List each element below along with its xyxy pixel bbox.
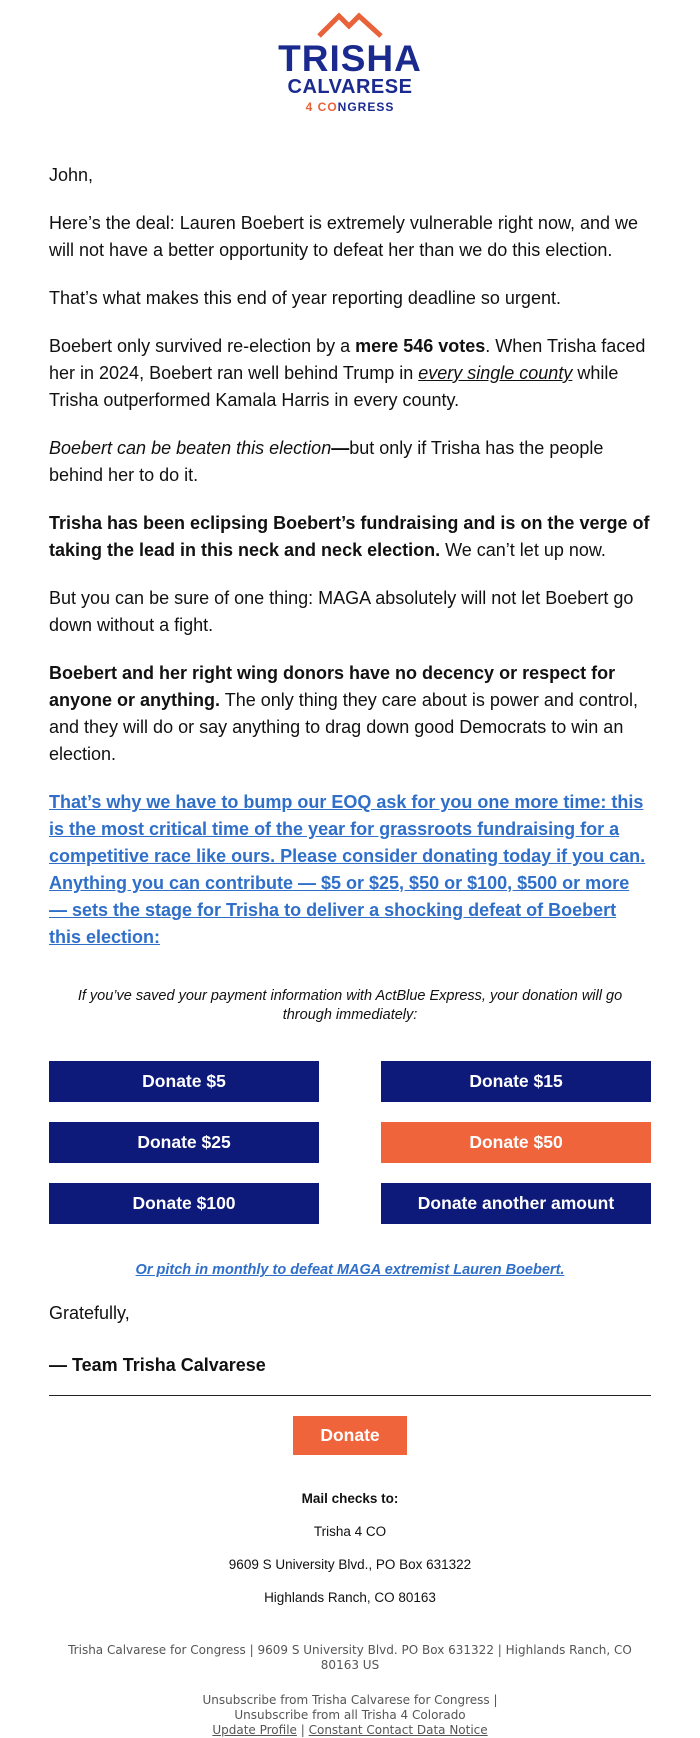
footer-link-separator: | <box>296 1723 309 1737</box>
signoff: Gratefully, <box>49 1303 130 1323</box>
p3-bold: mere 546 votes <box>355 336 486 356</box>
donate-100-button[interactable]: Donate $100 <box>49 1183 319 1224</box>
donate-50-button[interactable]: Donate $50 <box>381 1122 651 1163</box>
mail-line-3: Highlands Ranch, CO 80163 <box>264 1590 436 1605</box>
signature: — Team Trisha Calvarese <box>49 1355 266 1375</box>
logo-subtitle <box>49 100 651 114</box>
actblue-note: If you’ve saved your payment information with ActBlue Express, your donation will go through immediately: <box>77 988 623 1023</box>
legal-address: Trisha Calvarese for Congress | 9609 S University Blvd. PO Box 631322 | Highlands Ranch, CO 80163 US <box>68 1643 632 1672</box>
p3-text-b: . When Trisha faced her in 2024, Boebert ran well behind Trump in <box>49 336 646 383</box>
unsubscribe-campaign-link[interactable]: Unsubscribe from Trisha Calvarese for Congress | <box>202 1693 498 1707</box>
donate-5-button[interactable]: Donate $5 <box>49 1061 319 1102</box>
p5-rest: We can’t let up now. <box>440 540 606 560</box>
p4-italic: Boebert can be beaten this election <box>49 438 332 458</box>
paragraph-5 <box>49 510 651 564</box>
logo-subtitle-prefix: 4 <box>305 100 318 114</box>
mail-checks-block <box>49 1491 651 1623</box>
p3-italic-underline: every single county <box>418 363 573 383</box>
email-body <box>49 162 651 951</box>
p7-bold: Boebert and her right wing donors have no decency or respect for anyone or anything. <box>49 663 616 710</box>
eoq-ask-link[interactable]: That’s why we have to bump our EOQ ask for you one more time: this is the most critical time of the year for grassroots fundraising for a competitive race like ours. Please consider donating today if you can. Anything you can contribute — $5 or $25, $50 or $100, $500 or more — sets the stage for Trisha to deliver a shocking defeat of Boebert this election: <box>49 792 646 947</box>
p3-text-c: while Trisha outperformed Kamala Harris in every county. <box>49 363 619 410</box>
paragraph-6: But you can be sure of one thing: MAGA absolutely will not let Boebert go down without a fight. <box>49 588 634 635</box>
mail-line-1: Trisha 4 CO <box>313 1524 387 1539</box>
donate-button-grid <box>49 1061 651 1224</box>
mail-line-2: 9609 S University Blvd., PO Box 631322 <box>228 1557 472 1572</box>
p3-text-a: Boebert only survived re-election by a <box>49 336 356 356</box>
footer-donate-button[interactable]: Donate <box>293 1416 407 1455</box>
logo-subtitle-suffix: NGRESS <box>337 100 395 114</box>
update-profile-link[interactable]: Update Profile <box>212 1723 297 1737</box>
paragraph-ask <box>49 789 651 951</box>
greeting: John, <box>49 165 94 185</box>
logo-subtitle-co: CO <box>317 100 338 114</box>
paragraph-1: Here’s the deal: Lauren Boebert is extremely vulnerable right now, and we will not have a better opportunity to defeat her than we do this election. <box>49 213 639 260</box>
p5-bold: Trisha has been eclipsing Boebert’s fundraising and is on the verge of taking the lead in this neck and neck election. <box>49 513 650 560</box>
monthly-donation-link[interactable]: Or pitch in monthly to defeat MAGA extremist Lauren Boebert. <box>135 1262 565 1278</box>
paragraph-4 <box>49 435 651 489</box>
campaign-logo <box>49 0 651 122</box>
logo-first-name: TRISHA <box>278 38 422 79</box>
unsubscribe-all-link[interactable]: Unsubscribe from all Trisha 4 Colorado <box>234 1708 466 1722</box>
data-notice-link[interactable]: Constant Contact Data Notice <box>308 1723 488 1737</box>
donate-25-button[interactable]: Donate $25 <box>49 1122 319 1163</box>
mountain-logo-icon <box>315 10 385 38</box>
p7-rest: The only thing they care about is power and control, and they will do or say anything to drag down good Democrats to win an election. <box>49 690 638 764</box>
footer-links <box>49 1693 651 1738</box>
logo-last-name: CALVARESE <box>287 76 413 98</box>
p4-dash: — <box>331 438 350 458</box>
paragraph-7 <box>49 660 651 768</box>
donate-15-button[interactable]: Donate $15 <box>381 1061 651 1102</box>
monthly-donation-row <box>49 1262 651 1278</box>
p4-rest: but only if Trisha has the people behind her to do it. <box>49 438 604 485</box>
paragraph-3 <box>49 333 651 414</box>
divider <box>49 1395 651 1396</box>
email-container <box>49 0 651 1738</box>
donate-other-amount-button[interactable]: Donate another amount <box>381 1183 651 1224</box>
mail-heading: Mail checks to: <box>301 1491 399 1506</box>
legal-footer <box>49 1643 651 1738</box>
paragraph-2: That’s what makes this end of year reporting deadline so urgent. <box>49 288 561 308</box>
